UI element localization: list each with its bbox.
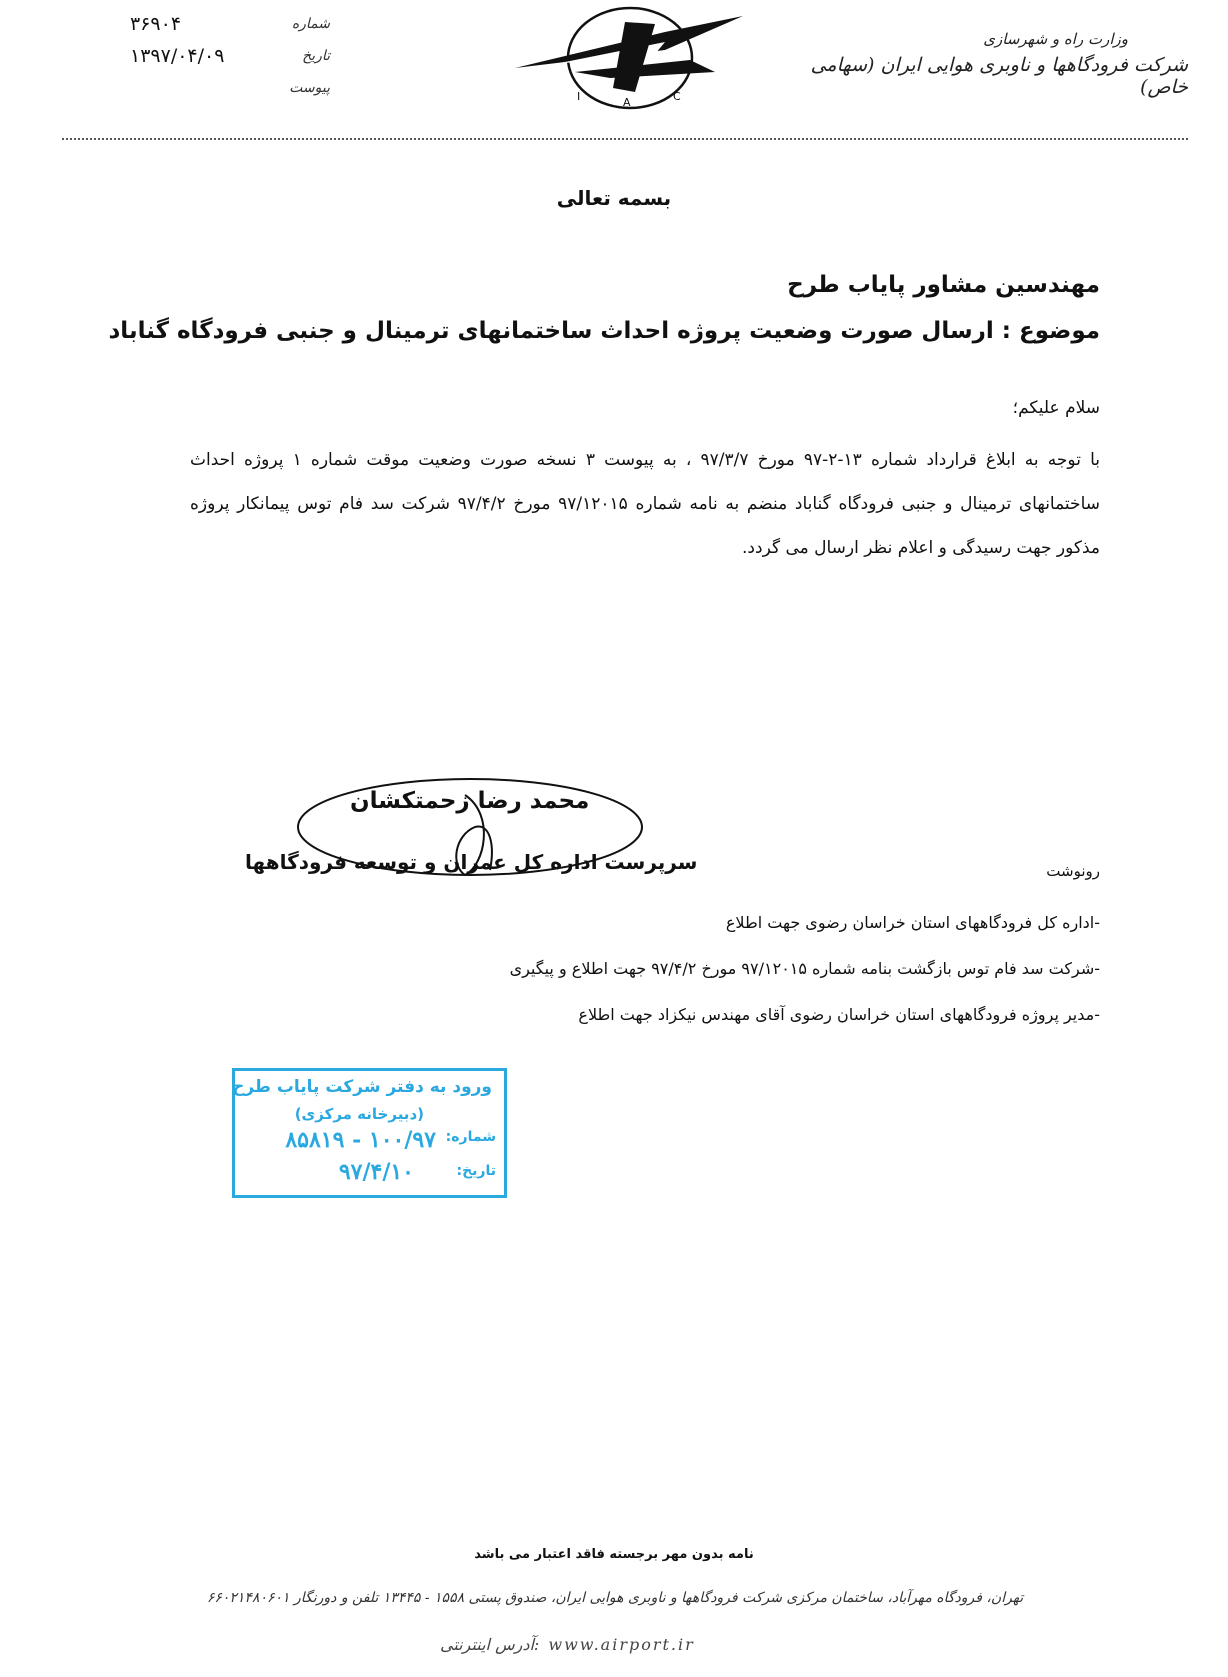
footer-address: تهران، فرودگاه مهرآباد، ساختمان مرکزی شرکت فرودگاهها و ناوبری هوایی ایران، صندوق پستی ۱۵۵۸ - ۱۳۴۴۵ تلفن و دورنگار ۶۶۰۲۱۴۸۰۶۰۱ — [206, 1590, 1024, 1606]
airport-company-logo — [515, 2, 745, 112]
company-name: شرکت فرودگاهها و ناوبری هوایی ایران (سهامی خاص) — [810, 54, 1188, 98]
recipient: مهندسین مشاور پایاب طرح — [787, 272, 1100, 298]
letter-number: ۳۶۹۰۴ — [130, 13, 182, 35]
bismillah-heading: بسمه تعالی — [556, 186, 672, 210]
letter-meta — [130, 8, 330, 104]
letter-body: با توجه به ابلاغ قرارداد شماره ۱۳-۲-۹۷ مورخ ۹۷/۳/۷ ، به پیوست ۳ نسخه صورت وضعیت موقت شماره ۱ پروژه احداث ساختمانهای ترمینال و جنبی فرودگاه گناباد منضم به نامه شماره ۹۷/۱۲۰۱۵ مورخ ۹۷/۴/۲ شرکت سد فام توس پیمانکار پروژه مذکور جهت رسیدگی و اعلام نظر ارسال می گردد. — [190, 450, 1100, 558]
cc-label: رونوشت — [1046, 862, 1100, 880]
header-divider — [62, 138, 1188, 140]
letter-date-label: تاریخ — [302, 48, 330, 64]
stamp-number: ۱۰۰/۹۷ - ۸۵۸۱۹ — [285, 1127, 436, 1153]
stamp-title: ورود به دفتر شرکت پایاب طرح — [232, 1077, 492, 1097]
footer-website: www.airport.ir :آدرس اینترنتی — [440, 1635, 695, 1654]
issuer-block — [768, 30, 1188, 98]
logo-letter-a: A — [623, 96, 631, 109]
stamp-date-label: تاریخ: — [456, 1163, 496, 1179]
ministry-name: وزارت راه و شهرسازی — [983, 30, 1128, 48]
validity-note: نامه بدون مهر برجسته فاقد اعتبار می باشد — [474, 1547, 754, 1562]
signer-title: سرپرست اداره کل عمران و توسعه فرودگاهها — [245, 850, 698, 874]
cc-item: -شرکت سد فام توس بازگشت بنامه شماره ۹۷/۱۲۰۱۵ مورخ ۹۷/۴/۲ جهت اطلاع و پیگیری — [509, 959, 1100, 978]
stamp-number-label: شماره: — [445, 1129, 496, 1145]
cc-item: -مدیر پروژه فرودگاههای استان خراسان رضوی آقای مهندس نیکزاد جهت اطلاع — [578, 1005, 1100, 1024]
logo-letter-c: C — [673, 90, 681, 103]
received-stamp — [232, 1068, 507, 1198]
letter-number-label: شماره — [291, 16, 330, 32]
subject-line: موضوع : ارسال صورت وضعیت پروژه احداث ساختمانهای ترمینال و جنبی فرودگاه گناباد — [108, 318, 1100, 344]
cc-item: -اداره کل فرودگاههای استان خراسان رضوی جهت اطلاع — [725, 913, 1100, 932]
letter-date: ۱۳۹۷/۰۴/۰۹ — [130, 45, 225, 67]
greeting: سلام علیکم؛ — [1012, 398, 1100, 418]
signer-name: محمد رضا زحمتکشان — [350, 788, 590, 814]
stamp-subtitle: (دبیرخانه مرکزی) — [294, 1105, 424, 1123]
cc-list — [510, 900, 1100, 1038]
logo-letter-i: I — [577, 90, 581, 103]
stamp-date: ۹۷/۴/۱۰ — [338, 1159, 414, 1185]
attachment-label: پیوست — [289, 80, 330, 96]
